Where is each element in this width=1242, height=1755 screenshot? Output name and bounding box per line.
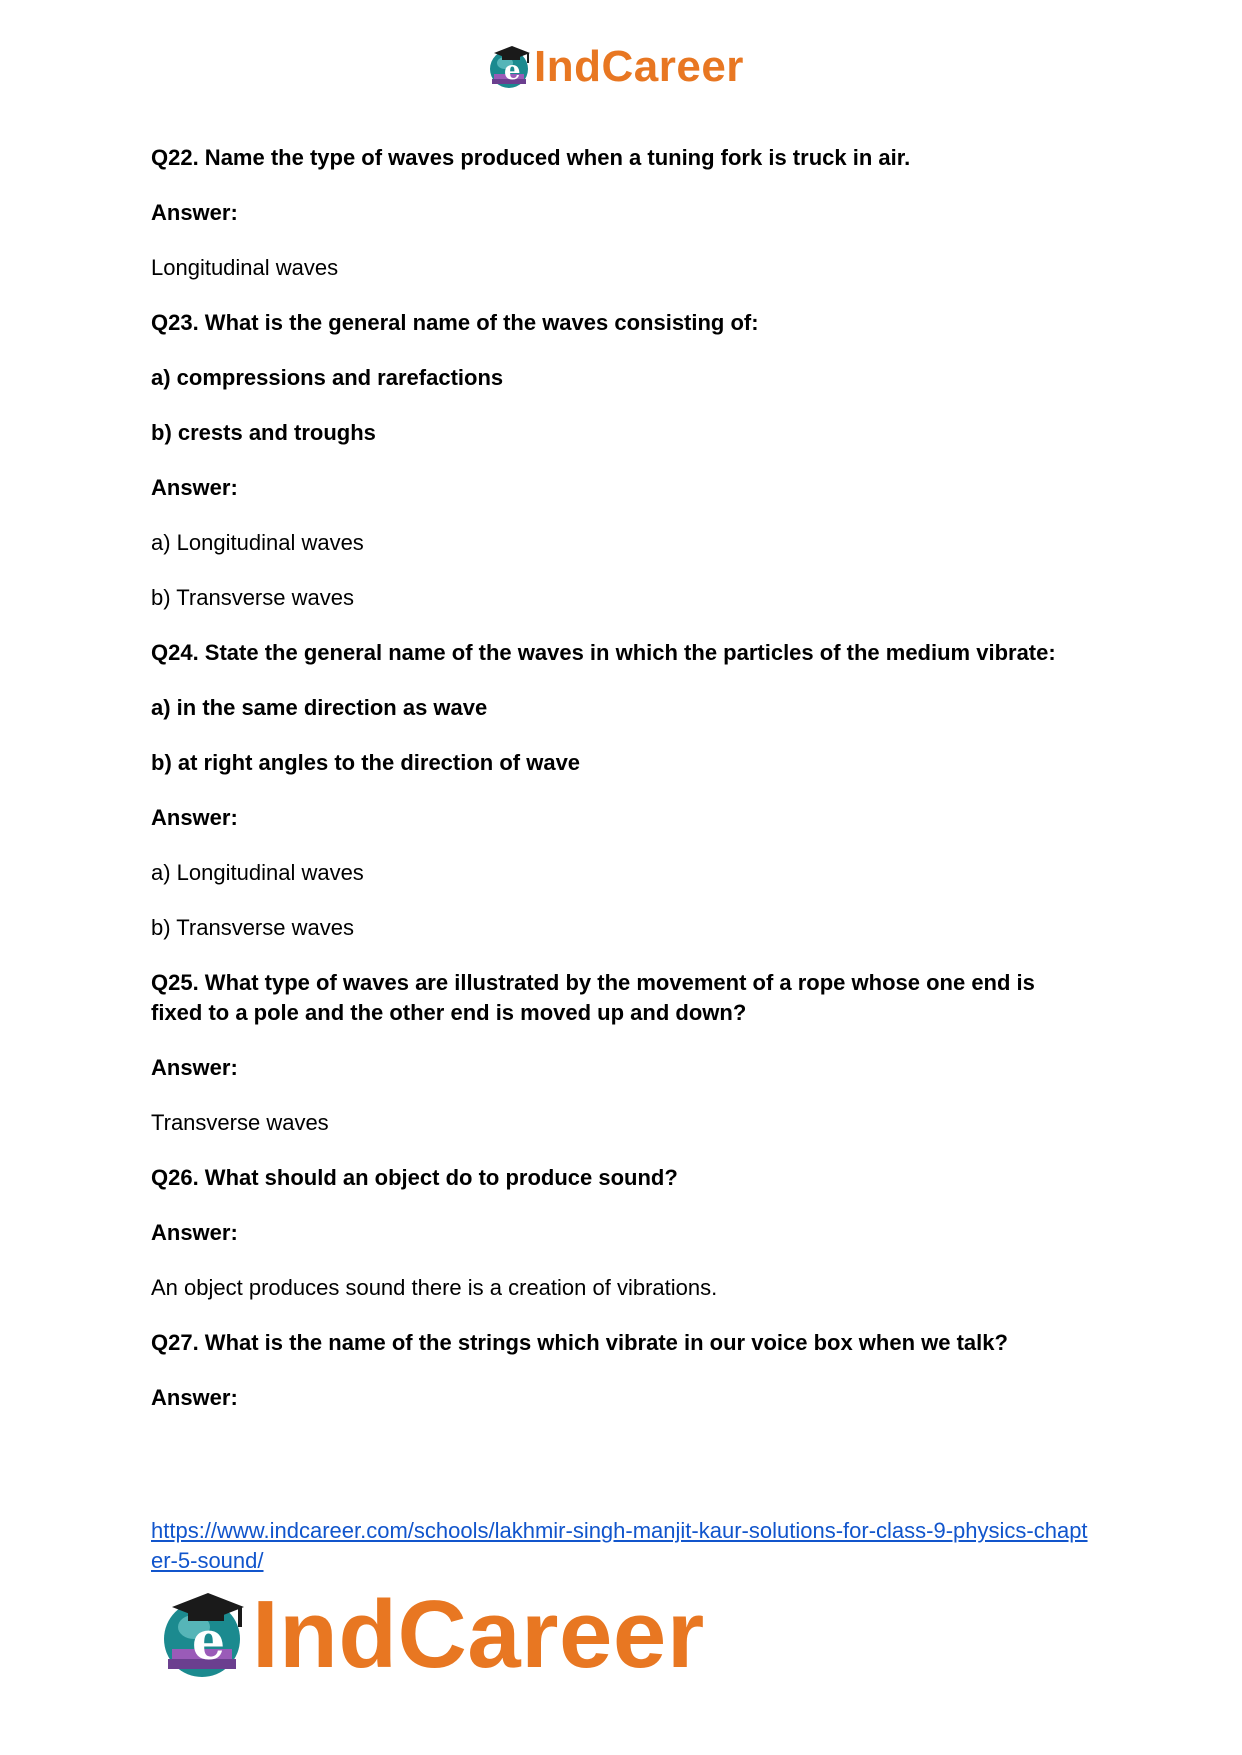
option-text: b) crests and troughs — [151, 420, 376, 445]
answer-label: Answer: — [151, 200, 238, 225]
option-text: b) at right angles to the direction of wave — [151, 750, 581, 775]
answer-text: a) Longitudinal waves — [151, 530, 364, 555]
qa-content — [151, 143, 1091, 1438]
answer-label: Answer: — [151, 805, 238, 830]
option-text: a) in the same direction as wave — [151, 695, 488, 720]
logo-glyph: e — [504, 56, 521, 86]
answer-text: a) Longitudinal waves — [151, 860, 364, 885]
book-globe-icon — [160, 1587, 248, 1683]
answer-text: b) Transverse waves — [151, 915, 354, 940]
answer-text: Transverse waves — [151, 1110, 329, 1135]
answer-label: Answer: — [151, 1220, 238, 1245]
answer-text: An object produces sound there is a creation of vibrations. — [151, 1275, 718, 1300]
answer-text: b) Transverse waves — [151, 585, 354, 610]
answer-label: Answer: — [151, 1385, 238, 1410]
footer-logo — [160, 1581, 705, 1688]
question-text: Q26. What should an object do to produce sound? — [151, 1165, 678, 1190]
logo-wordmark: IndCareer — [534, 42, 744, 91]
header-logo — [488, 42, 744, 92]
book-globe-icon — [488, 43, 532, 91]
question-text: Q27. What is the name of the strings which vibrate in our voice box when we talk? — [151, 1330, 1008, 1355]
question-text: Q22. Name the type of waves produced when a tuning fork is truck in air. — [151, 145, 911, 170]
source-link[interactable]: https://www.indcareer.com/schools/lakhmir-singh-manjit-kaur-solutions-for-class-9-physics-chapter-5-sound/ — [151, 1518, 1088, 1573]
logo-wordmark: IndCareer — [252, 1581, 705, 1688]
option-text: a) compressions and rarefactions — [151, 365, 504, 390]
answer-label: Answer: — [151, 1055, 238, 1080]
question-text: Q25. What type of waves are illustrated by the movement of a rope whose one end is fixed to a pole and the other end is moved up and down? — [151, 970, 1035, 1025]
question-text: Q23. What is the general name of the waves consisting of: — [151, 310, 759, 335]
answer-label: Answer: — [151, 475, 238, 500]
question-text: Q24. State the general name of the waves in which the particles of the medium vibrate: — [151, 640, 1056, 665]
answer-text: Longitudinal waves — [151, 255, 339, 280]
logo-glyph: e — [192, 1611, 226, 1672]
